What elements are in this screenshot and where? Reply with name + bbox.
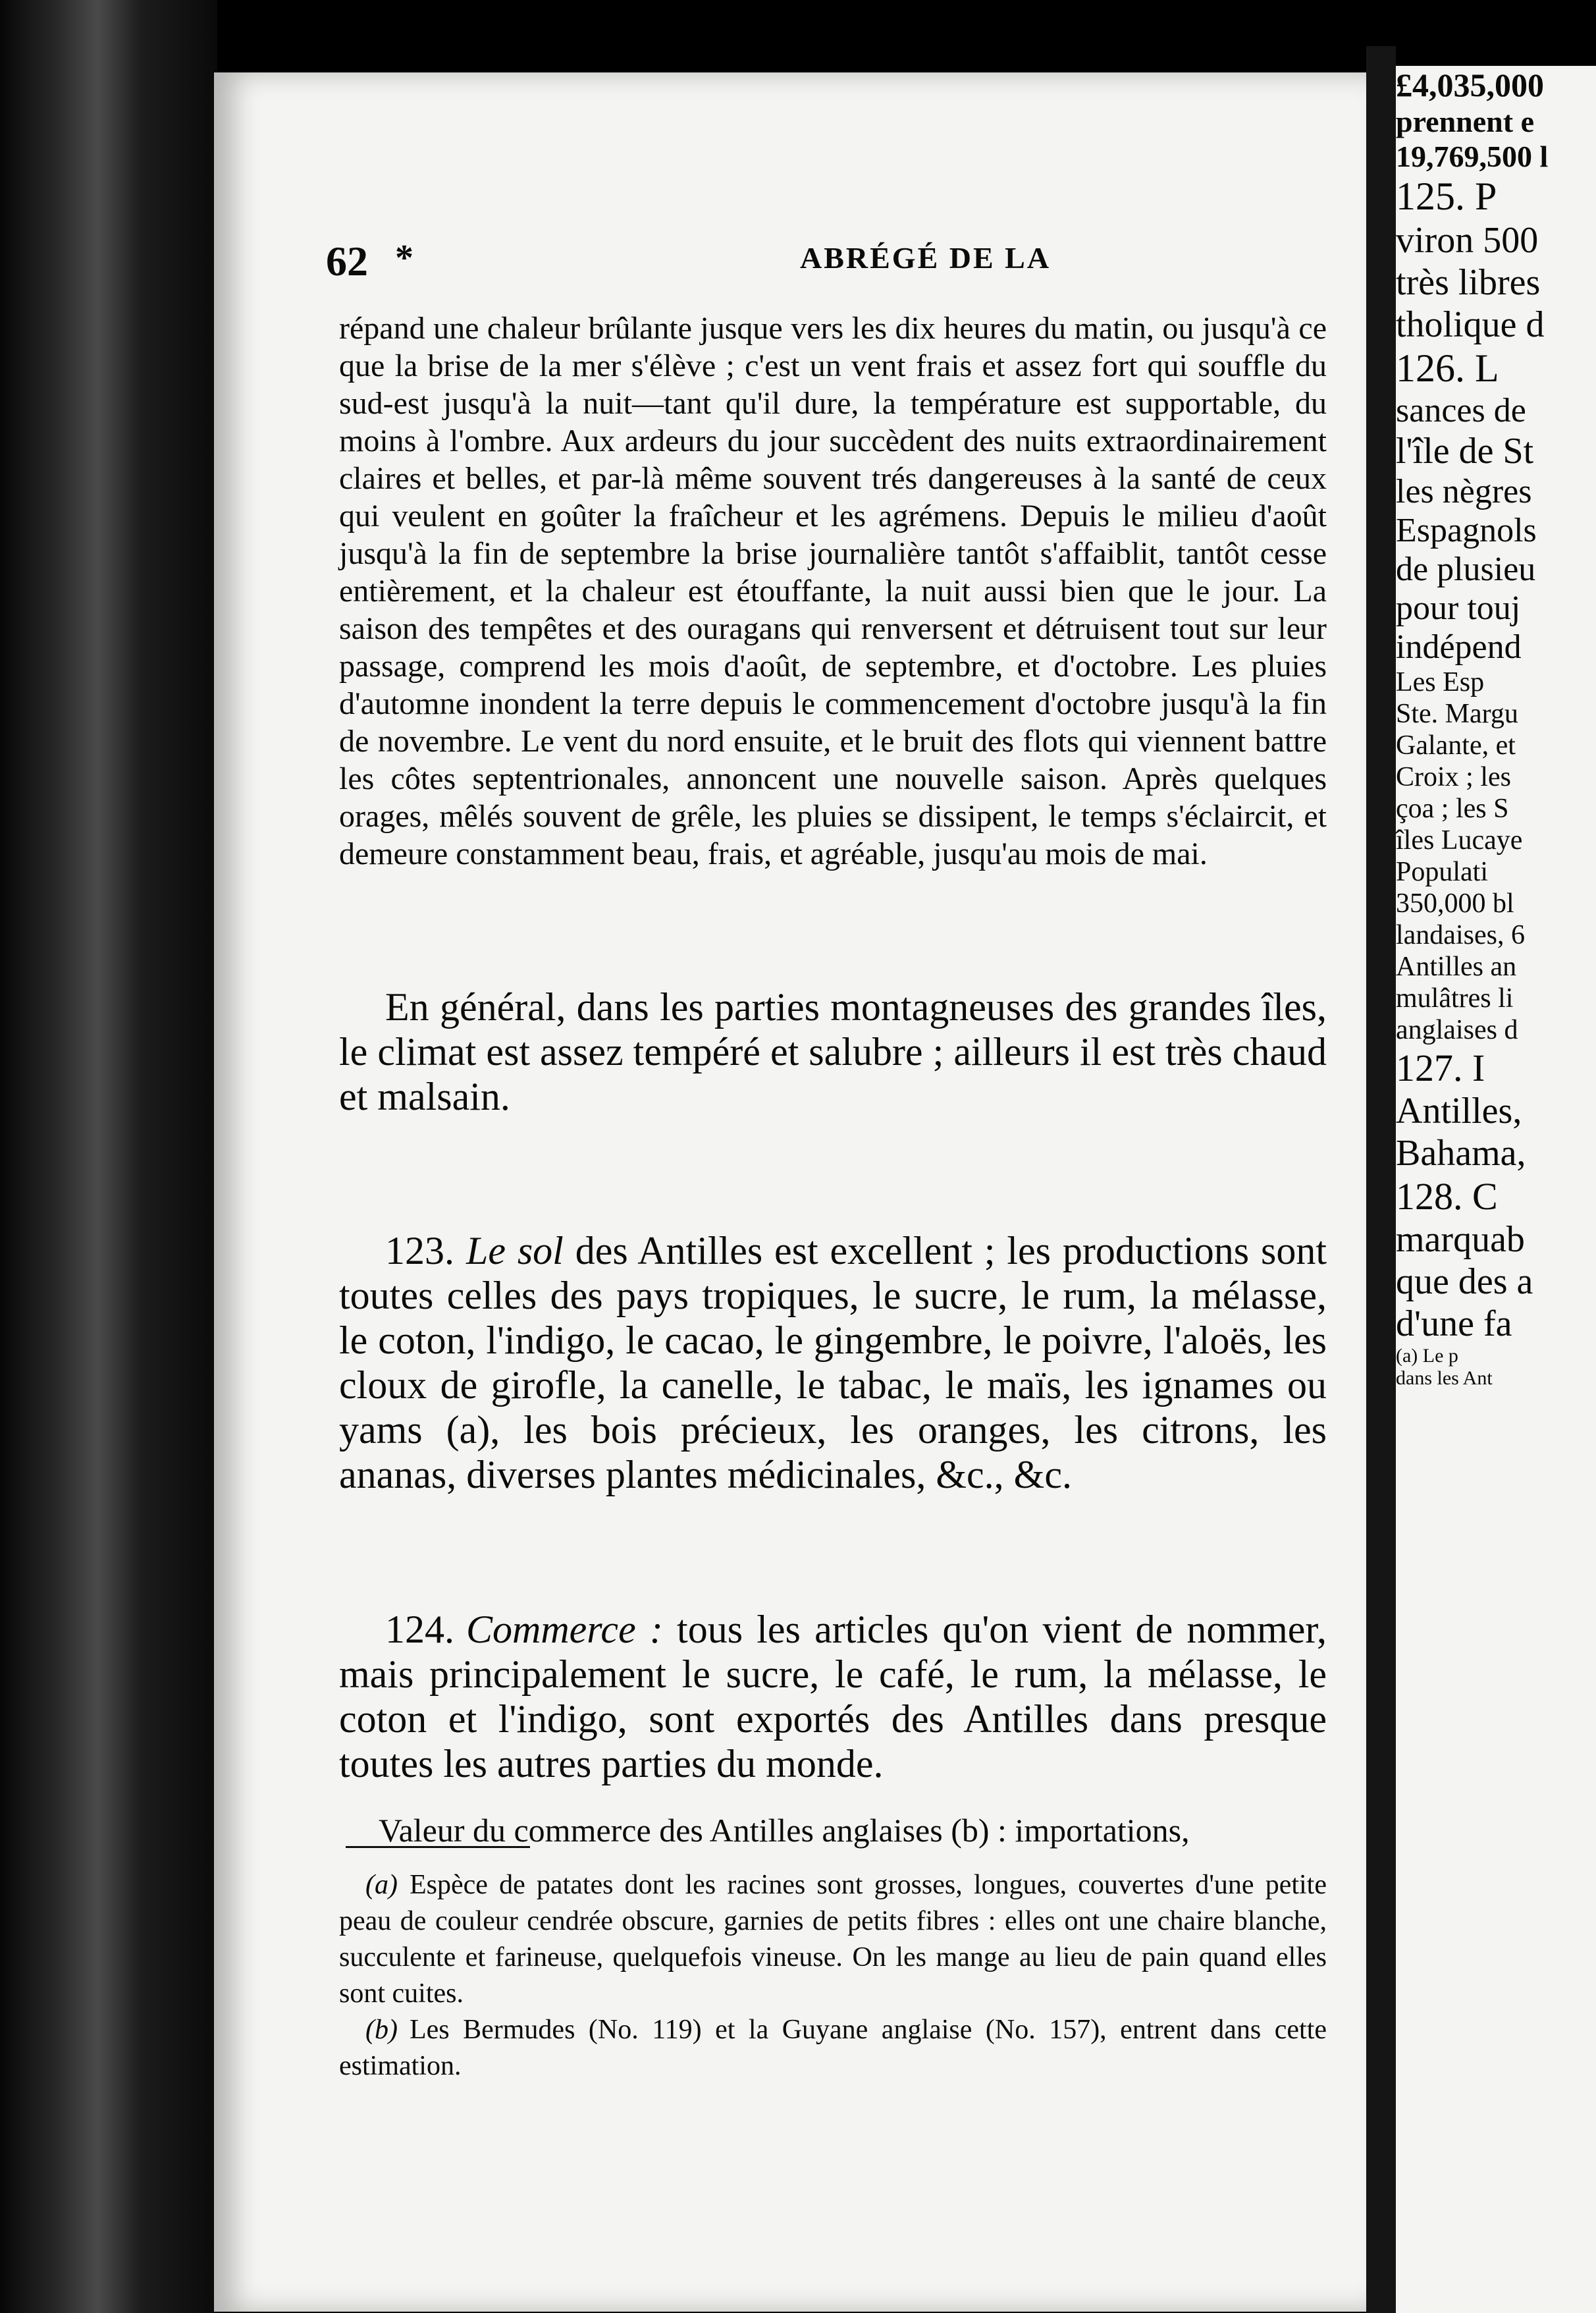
- facing-page-line: (a) Le p: [1396, 1345, 1458, 1367]
- paragraph-123: [339, 1228, 1327, 1497]
- footnote-text: Les Bermudes (No. 119) et la Guyane anglaise (No. 157), entrent dans cette estimation.: [339, 2015, 1327, 2081]
- page-header: [326, 237, 1366, 296]
- facing-page-line: de plusieu: [1396, 551, 1536, 588]
- footnote-mark: (a): [365, 1870, 398, 1900]
- facing-page-line: £4,035,000: [1396, 67, 1544, 103]
- facing-page-line: 127. I: [1396, 1047, 1485, 1089]
- footnote-text: Espèce de patates dont les racines sont grosses, longues, couvertes d'une petite peau de couleur cendrée obscure, garnies de petits fibres : elles ont une chaire blanche, succulente et farineuse, quelquefois vineuse. On les mange au lieu de pain quand elles sont cuites.: [339, 1870, 1327, 2009]
- facing-page-line: prennent e: [1396, 105, 1534, 138]
- facing-page-line: l'île de St: [1396, 431, 1534, 472]
- commerce-value-line: Valeur du commerce des Antilles anglaises (b) : importations,: [379, 1812, 1190, 1849]
- signature-star: *: [395, 238, 413, 279]
- paragraph-text: des Antilles est excellent ; les productions sont toutes celles des pays tropiques, le sucre, le rum, la mélasse, le coton, l'indigo, le cacao, le gingembre, le poivre, l'aloës, les cloux de girofle, la canelle, le tabac, le maïs, les ignames ou yams (a), les bois précieux, les oranges, les citrons, les ananas, diverses plantes médicinales, &c., &c.: [339, 1229, 1327, 1496]
- page-number: 62: [326, 238, 368, 285]
- footnotes: [339, 1867, 1327, 2084]
- facing-page-line: que des a: [1396, 1261, 1533, 1302]
- footnote-mark: (b): [365, 2015, 398, 2045]
- paragraph-number: 124.: [385, 1608, 454, 1651]
- facing-page-line: marquab: [1396, 1219, 1525, 1260]
- facing-page-line: anglaises d: [1396, 1015, 1518, 1045]
- facing-page-line: Galante, et: [1396, 730, 1516, 761]
- paragraph-lead: Le sol: [466, 1229, 564, 1272]
- facing-page-line: Espagnols: [1396, 512, 1537, 549]
- facing-page-line: 350,000 bl: [1396, 888, 1514, 919]
- facing-page-line: 128. C: [1396, 1175, 1498, 1218]
- paragraph-text: tous les articles qu'on vient de nommer, mais principalement le sucre, le café, le rum, la mélasse, le coton et l'indigo, sont exportés des Antilles dans presque toutes les autres parties du monde.: [339, 1608, 1327, 1785]
- facing-page-line: viron 500: [1396, 220, 1539, 261]
- paragraph-number: 123.: [385, 1229, 454, 1272]
- facing-page: [1396, 66, 1596, 2313]
- facing-page-line: 125. P: [1396, 175, 1497, 218]
- climate-paragraph: répand une chaleur brûlante jusque vers les dix heures du matin, ou jusqu'à ce que la brise de la mer s'élève ; c'est un vent frais et assez fort qui souffle du sud-est jusqu'à la nuit—tant qu'il dure, la température est supportable, du moins à l'ombre. Aux ardeurs du jour succèdent des nuits extraordinairement claires et belles, et par-là même souvent trés dangereuses à la santé de ceux qui veulent en goûter la fraîcheur et les agrémens. Depuis le milieu d'août jusqu'à la fin de septembre la brise journalière tantôt s'affaiblit, tantôt cesse entièrement, et la chaleur est étouffante, la nuit aussi bien que le jour. La saison des tempêtes et des ouragans qui renversent et détruisent tout sur leur passage, comprend les mois d'août, de septembre, et d'octobre. Les pluies d'automne inondent la terre depuis le commencement d'octobre jusqu'à la fin de novembre. Le vent du nord ensuite, et le bruit des flots qui viennent battre les côtes septentrionales, annoncent une nouvelle saison. Après quelques orages, mêlés souvent de grêle, les pluies se dissipent, le temps s'éclaircit, et demeure constamment beau, frais, et agréable, jusqu'au mois de mai.: [339, 311, 1327, 871]
- facing-page-line: 19,769,500 l: [1396, 140, 1549, 173]
- facing-page-line: Les Esp: [1396, 667, 1485, 697]
- footnote-rule: [346, 1846, 530, 1848]
- facing-page-line: mulâtres li: [1396, 983, 1514, 1014]
- left-page: [214, 72, 1366, 2312]
- facing-page-line: dans les Ant: [1396, 1367, 1493, 1389]
- book-spine: [0, 0, 217, 2313]
- facing-page-line: les nègres: [1396, 473, 1532, 510]
- facing-page-line: 126. L: [1396, 346, 1499, 390]
- facing-page-line: çoa ; les S: [1396, 794, 1509, 824]
- facing-page-line: Antilles,: [1396, 1091, 1522, 1131]
- footnote-a: [339, 1867, 1327, 2012]
- facing-page-line: tholique d: [1396, 304, 1545, 345]
- facing-page-line: Croix ; les: [1396, 762, 1511, 792]
- climate-summary-paragraph: En général, dans les parties montagneuses des grandes îles, le climat est assez tempéré et salubre ; ailleurs il est très chaud et malsain.: [339, 985, 1327, 1118]
- paragraph-124: [339, 1607, 1327, 1786]
- facing-page-line: Ste. Margu: [1396, 699, 1518, 729]
- paragraph-lead: Commerce :: [466, 1608, 663, 1651]
- facing-page-line: landaises, 6: [1396, 920, 1525, 950]
- facing-page-line: Bahama,: [1396, 1133, 1526, 1174]
- running-head: ABRÉGÉ DE LA: [800, 241, 1051, 275]
- facing-page-line: îles Lucaye: [1396, 825, 1523, 856]
- footnote-b: [339, 2012, 1327, 2084]
- facing-page-line: Populati: [1396, 857, 1489, 887]
- facing-page-line: d'une fa: [1396, 1303, 1512, 1344]
- facing-page-line: très libres: [1396, 262, 1541, 303]
- facing-page-line: sances de: [1396, 392, 1526, 429]
- facing-page-line: indépend: [1396, 628, 1522, 666]
- facing-page-line: Antilles an: [1396, 952, 1517, 982]
- facing-page-line: pour touj: [1396, 589, 1521, 627]
- page-gutter: [1366, 46, 1396, 2313]
